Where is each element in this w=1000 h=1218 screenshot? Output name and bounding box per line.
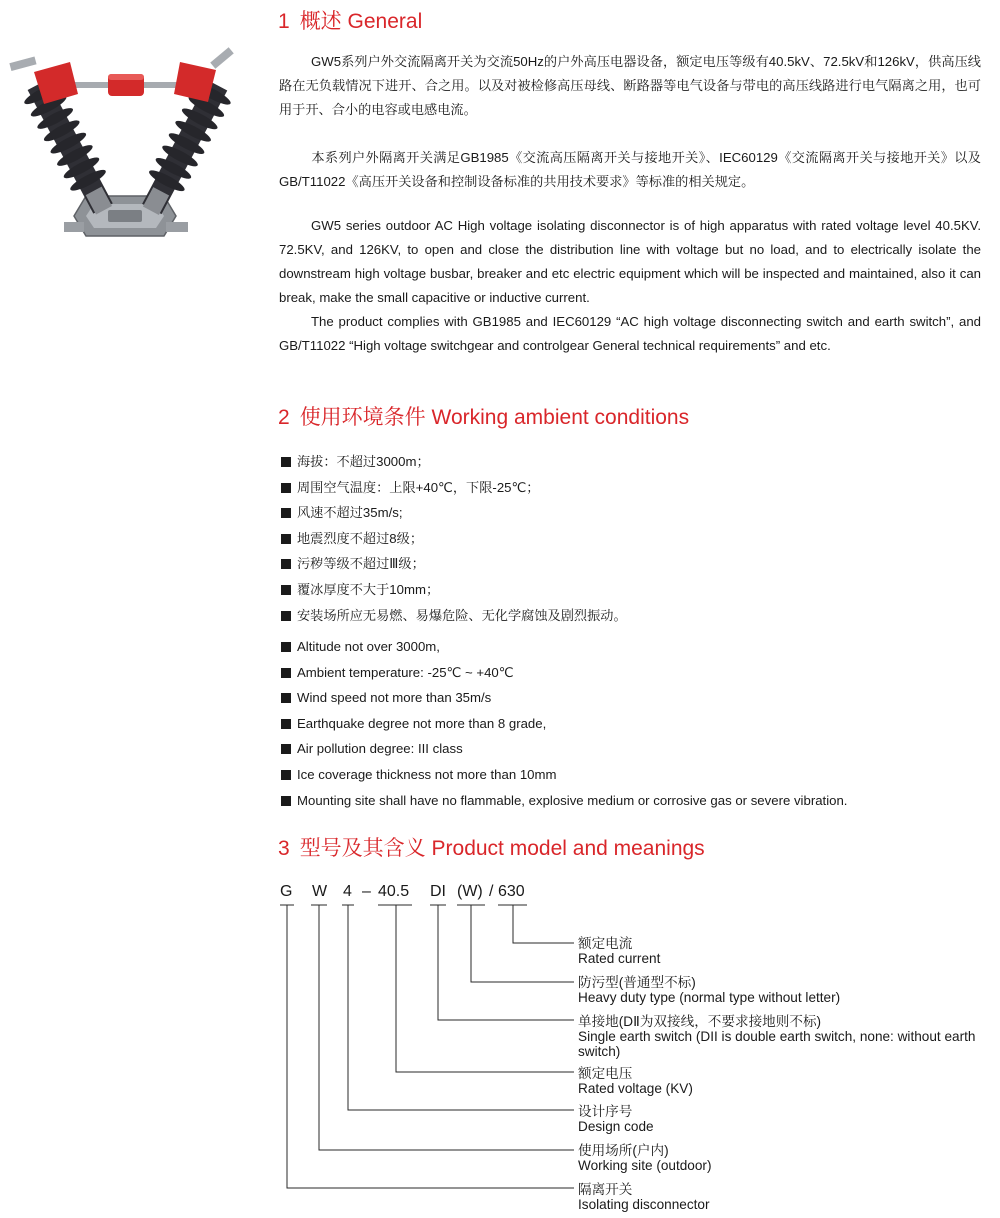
list-item: 海拔：不超过3000m；: [281, 449, 627, 475]
section1-cn-para2-text: 本系列户外隔离开关满足GB1985《交流高压隔离开关与接地开关》、IEC60129《交流隔离开关与接地开关》以及GB/T11022《高压开关设备和控制设备标准的共用技术要求》等标准的相关规定。: [279, 150, 981, 189]
list-item: Wind speed not more than 35m/s: [281, 685, 847, 711]
model-code-pollution: (W): [457, 883, 483, 900]
section2-number: 2: [278, 406, 290, 429]
model-code-w: W: [312, 883, 328, 900]
model-code-slash: /: [489, 883, 494, 900]
meaning-rated-current: 额定电流 Rated current: [578, 936, 661, 966]
meaning-isolating: 隔离开关 Isolating disconnector: [578, 1182, 710, 1212]
list-item: 风速不超过35m/s;: [281, 500, 627, 526]
leader-working-site: [319, 905, 574, 1150]
list-item: 覆冰厚度不大于10mm；: [281, 577, 627, 603]
list-item: Ice coverage thickness not more than 10mm: [281, 762, 847, 788]
leader-rated-current: [513, 905, 574, 943]
section1-title: 概述 General: [299, 10, 423, 33]
section1-en-para1-text: GW5 series outdoor AC High voltage isolating disconnector is of high apparatus with rated voltage level 40.5KV. 72.5KV, and 126KV, to open and close the distribution line with voltage but no load, and to electrically isolate the downstream high voltage busbar, breaker and etc electric equipment which will be inspected and maintained, also it can break, make the small capacitive or inductive current.: [279, 218, 981, 305]
model-code-dash: –: [362, 883, 371, 900]
leader-design-code: [348, 905, 574, 1110]
list-item: Ambient temperature: -25℃ ~ +40℃: [281, 660, 847, 686]
section3-title: 型号及其含义 Product model and meanings: [299, 837, 705, 860]
list-item: 安装场所应无易燃、易爆危险、无化学腐蚀及剧烈振动。: [281, 603, 627, 629]
meaning-design-code: 设计序号 Design code: [578, 1104, 654, 1134]
leader-earth-switch: [438, 905, 574, 1020]
section1-cn-para1-text: GW5系列户外交流隔离开关为交流50Hz的户外高压电器设备，额定电压等级有40.5kV、72.5kV和126kV，供高压线路在无负载情况下进开、合之用。以及对被检修高压母线、断路器等电气设备与带电的高压线路进行电气隔离之用，也可用于开、合小的电容或电感电流。: [279, 54, 981, 117]
meaning-earth-switch: 单接地(DⅡ为双接线，不要求接地则不标) Single earth switch (DII is double earth switch, none: without earth switch): [578, 1014, 976, 1059]
list-item: 地震烈度不超过8级；: [281, 526, 627, 552]
model-code-g: G: [280, 883, 293, 900]
meaning-rated-voltage: 额定电压 Rated voltage (KV): [578, 1066, 693, 1096]
section3-number: 3: [278, 837, 290, 860]
model-code-voltage: 40.5: [378, 883, 410, 900]
list-item: Earthquake degree not more than 8 grade,: [281, 711, 847, 737]
leader-rated-voltage: [396, 905, 574, 1072]
section1-en-para2-text: The product complies with GB1985 and IEC60129 “AC high voltage disconnecting switch and earth switch”, and GB/T11022 “High voltage switchgear and controlgear General technical requirements” and etc.: [279, 314, 981, 353]
list-item: Air pollution degree: III class: [281, 736, 847, 762]
section1-number: 1: [278, 10, 290, 33]
model-code-series: 4: [343, 883, 352, 900]
list-item: Mounting site shall have no flammable, explosive medium or corrosive gas or severe vibration.: [281, 788, 847, 814]
section2-title: 使用环境条件 Working ambient conditions: [299, 406, 690, 429]
leader-isolating: [287, 905, 574, 1188]
list-item: Altitude not over 3000m,: [281, 634, 847, 660]
list-item: 污秽等级不超过Ⅲ级；: [281, 551, 627, 577]
meaning-working-site: 使用场所(户内) Working site (outdoor): [578, 1143, 712, 1173]
model-code-current: 630: [498, 883, 525, 900]
list-item: 周围空气温度：上限+40℃，下限-25℃；: [281, 475, 627, 501]
model-code-earth: DI: [430, 883, 446, 900]
meaning-heavy-duty: 防污型(普通型不标) Heavy duty type (normal type without letter): [578, 975, 841, 1005]
